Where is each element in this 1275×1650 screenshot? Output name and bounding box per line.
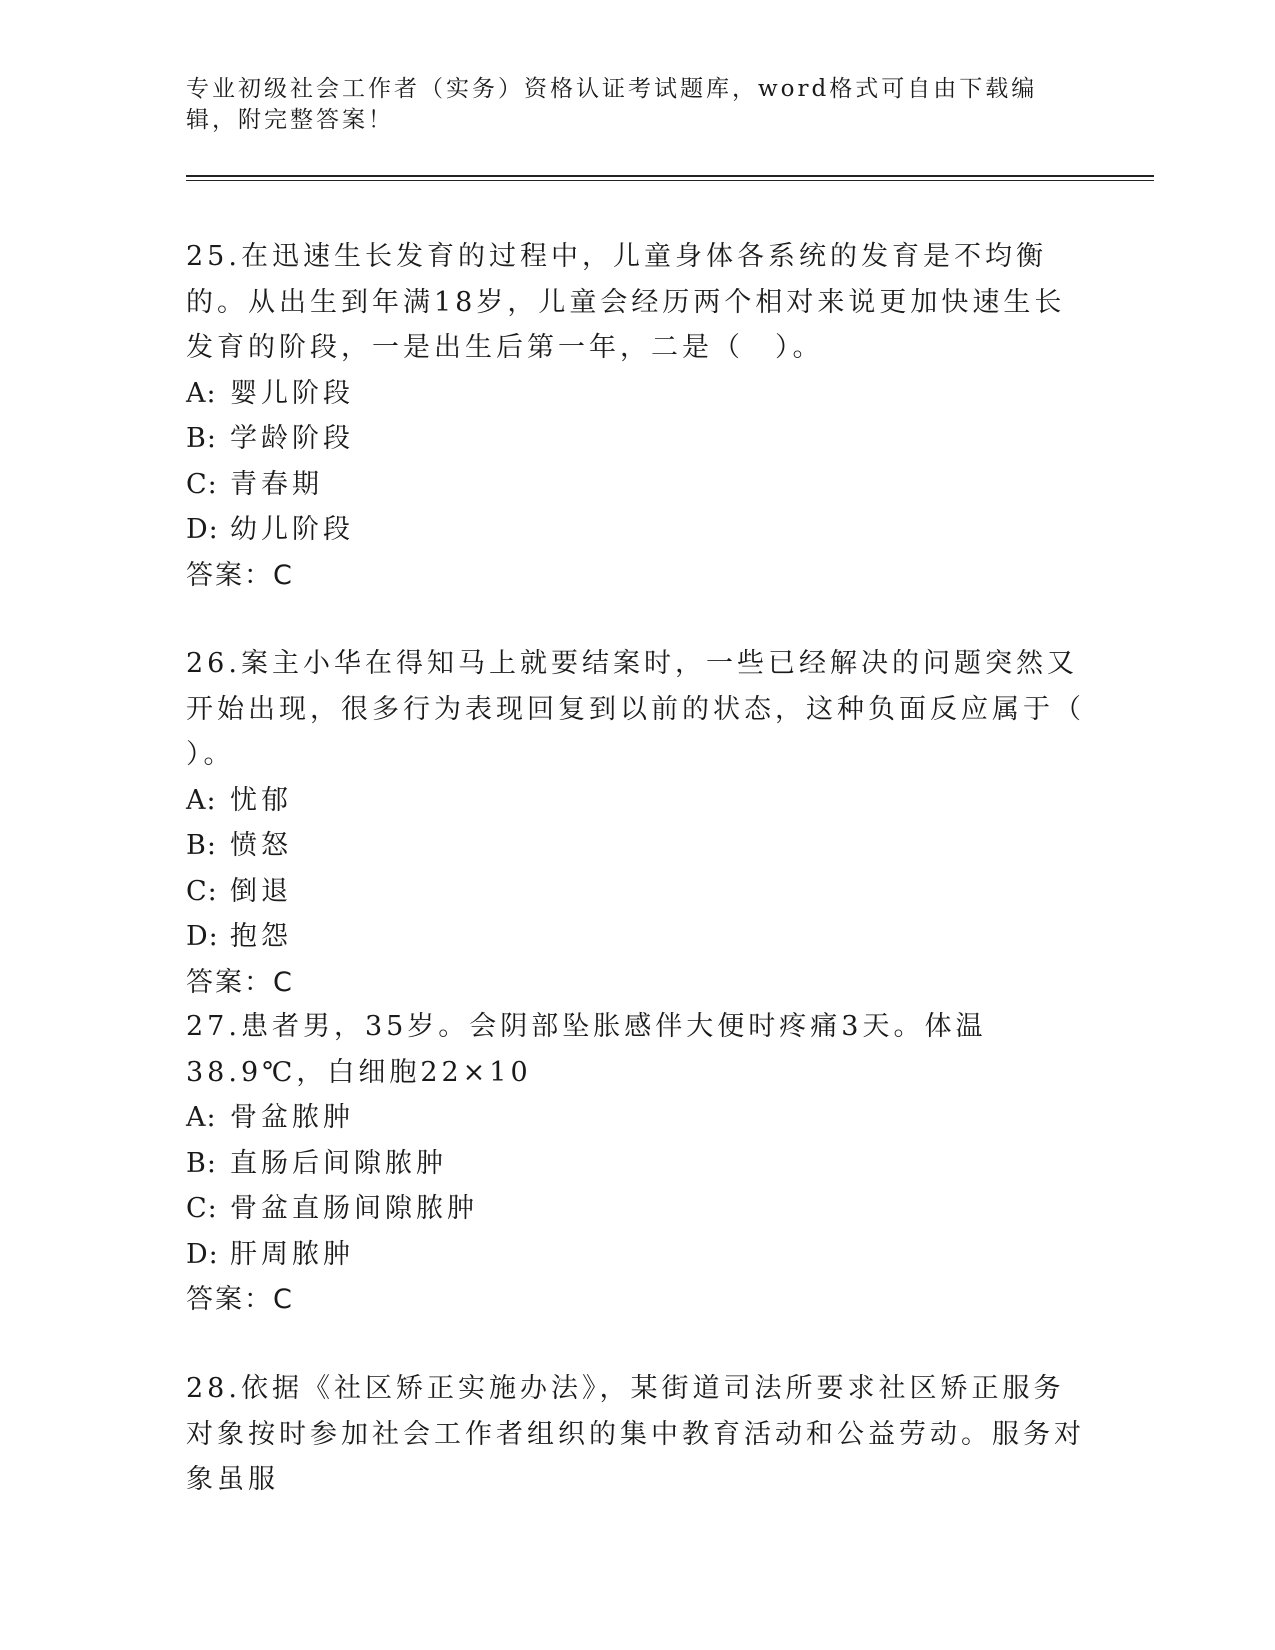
header-divider-thick [186, 175, 1154, 177]
option-a [186, 371, 1086, 417]
option-b [186, 823, 1086, 869]
option-letter: B: [186, 830, 217, 861]
option-letter: A: [186, 1102, 217, 1133]
option-a [186, 1095, 1086, 1141]
option-letter: B: [186, 1147, 217, 1179]
answer-line: 答案：C [186, 559, 294, 591]
answer-line: 答案：C [186, 1284, 294, 1315]
question-stem: 26.案主小华在得知马上就要结案时，一些已经解决的问题突然又开始出现，很多行为表现回复到以前的状态，这种负面反应属于（ ）。 [186, 648, 1085, 770]
option-text: 骨盆直肠间隙脓肿 [230, 1193, 478, 1224]
option-text: 倒退 [230, 875, 292, 907]
question-28 [186, 1366, 1086, 1503]
option-text: 抱怨 [230, 921, 292, 952]
option-letter: D: [186, 921, 219, 952]
option-d [186, 1232, 1086, 1278]
option-letter: C: [186, 468, 218, 500]
option-letter: C: [186, 1193, 218, 1224]
option-text: 婴儿阶段 [230, 377, 354, 409]
option-text: 忧郁 [230, 784, 292, 816]
question-27 [186, 1004, 1086, 1323]
option-c [186, 462, 1086, 508]
option-text: 青春期 [230, 468, 323, 500]
question-stem: 27.患者男，35岁。会阴部坠胀感伴大便时疼痛3天。体温38.9℃，白细胞22×10 [186, 1011, 987, 1088]
question-stem: 28.依据《社区矫正实施办法》，某街道司法所要求社区矫正服务对象按时参加社会工作者组织的集中教育活动和公益劳动。服务对象虽服 [186, 1373, 1085, 1495]
option-letter: C: [186, 875, 218, 907]
option-letter: D: [186, 1238, 219, 1270]
option-letter: A: [186, 784, 217, 816]
option-d [186, 507, 1086, 553]
option-a [186, 778, 1086, 824]
option-text: 愤怒 [230, 830, 292, 861]
question-26 [186, 641, 1086, 1005]
option-text: 骨盆脓肿 [230, 1102, 354, 1133]
option-letter: B: [186, 423, 217, 454]
option-text: 肝周脓肿 [230, 1238, 354, 1270]
document-header: 专业初级社会工作者（实务）资格认证考试题库，word格式可自由下载编辑，附完整答案！ [186, 76, 1038, 133]
option-letter: D: [186, 514, 219, 545]
option-d [186, 914, 1086, 960]
header-divider-thin [186, 180, 1154, 181]
option-c [186, 1186, 1086, 1232]
option-text: 幼儿阶段 [230, 514, 354, 545]
question-25 [186, 234, 1086, 598]
option-letter: A: [186, 377, 217, 409]
option-b [186, 1141, 1086, 1187]
option-c [186, 869, 1086, 915]
option-text: 直肠后间隙脓肿 [230, 1147, 447, 1179]
answer-line: 答案：C [186, 966, 294, 998]
option-text: 学龄阶段 [230, 423, 354, 454]
question-stem: 25.在迅速生长发育的过程中，儿童身体各系统的发育是不均衡的。从出生到年满18岁，儿童会经历两个相对来说更加快速生长发育的阶段，一是出生后第一年，二是（ ）。 [186, 241, 1066, 363]
option-b [186, 416, 1086, 462]
